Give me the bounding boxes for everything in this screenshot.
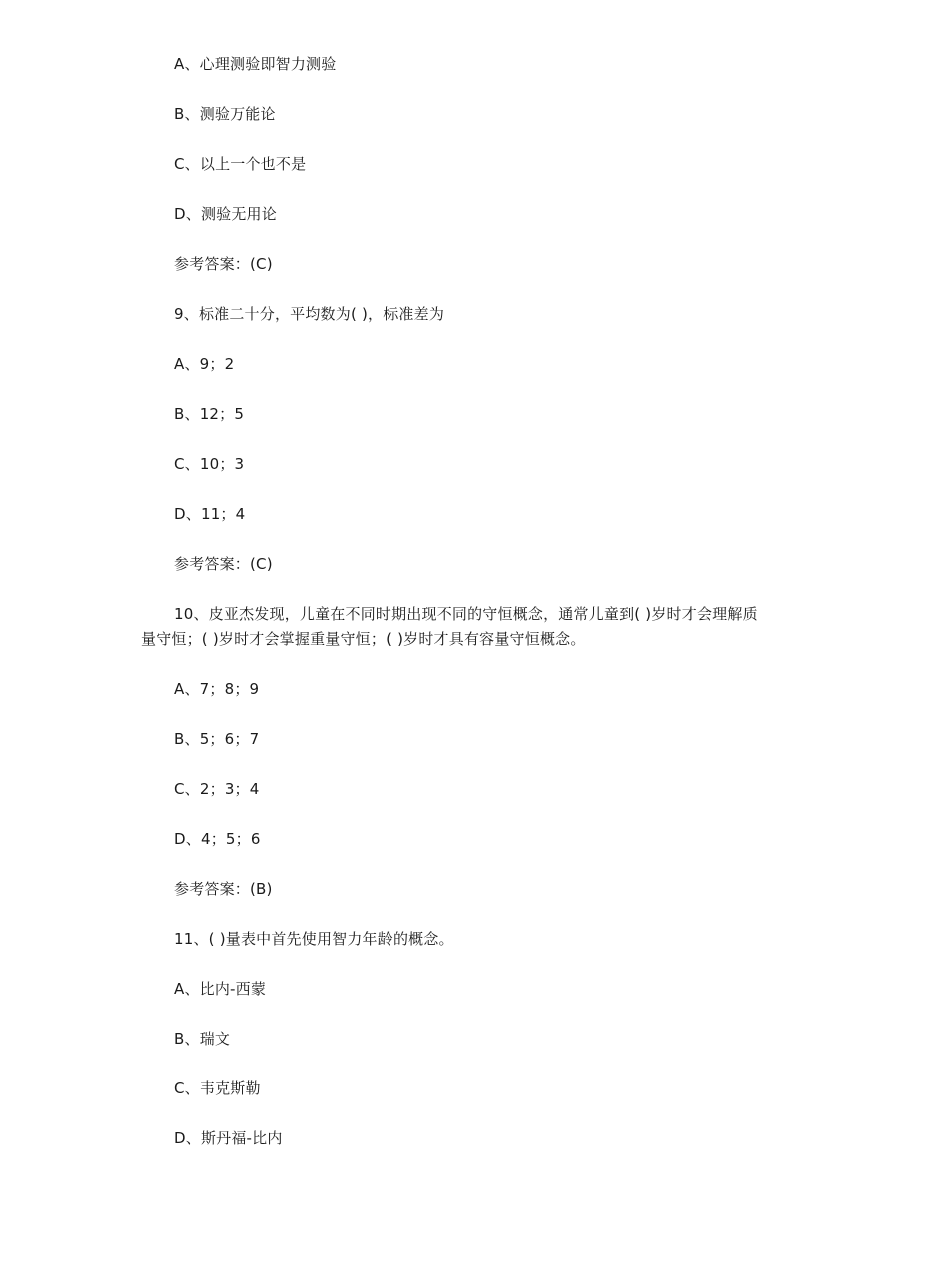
q8-option-c: C、以上一个也不是 [174,155,307,173]
q8-option-d: D、测验无用论 [174,205,277,223]
q8-answer: 参考答案：(C) [174,255,273,273]
q11-option-a: A、比内-西蒙 [174,980,267,998]
q9-option-d: D、11；4 [174,505,246,523]
q8-option-a: A、心理测验即智力测验 [174,55,337,73]
q11-option-d: D、斯丹福-比内 [174,1129,283,1147]
q10-question-line2: 量守恒；( )岁时才会掌握重量守恒；( )岁时才具有容量守恒概念。 [141,630,586,648]
q11-question: 11、( )量表中首先使用智力年龄的概念。 [174,930,454,948]
q9-option-a: A、9；2 [174,355,235,373]
q9-option-b: B、12；5 [174,405,245,423]
q10-answer: 参考答案：(B) [174,880,273,898]
q11-option-b: B、瑞文 [174,1030,231,1048]
q10-question-line1: 10、皮亚杰发现，儿童在不同时期出现不同的守恒概念，通常儿童到( )岁时才会理解质 [174,605,758,623]
q10-option-b: B、5；6；7 [174,730,260,748]
q9-option-c: C、10；3 [174,455,245,473]
q10-option-d: D、4；5；6 [174,830,261,848]
q8-option-b: B、测验万能论 [174,105,276,123]
q11-option-c: C、韦克斯勒 [174,1079,261,1097]
q10-option-c: C、2；3；4 [174,780,260,798]
q9-question: 9、标准二十分，平均数为( )，标准差为 [174,305,445,323]
q10-option-a: A、7；8；9 [174,680,260,698]
q9-answer: 参考答案：(C) [174,555,273,573]
